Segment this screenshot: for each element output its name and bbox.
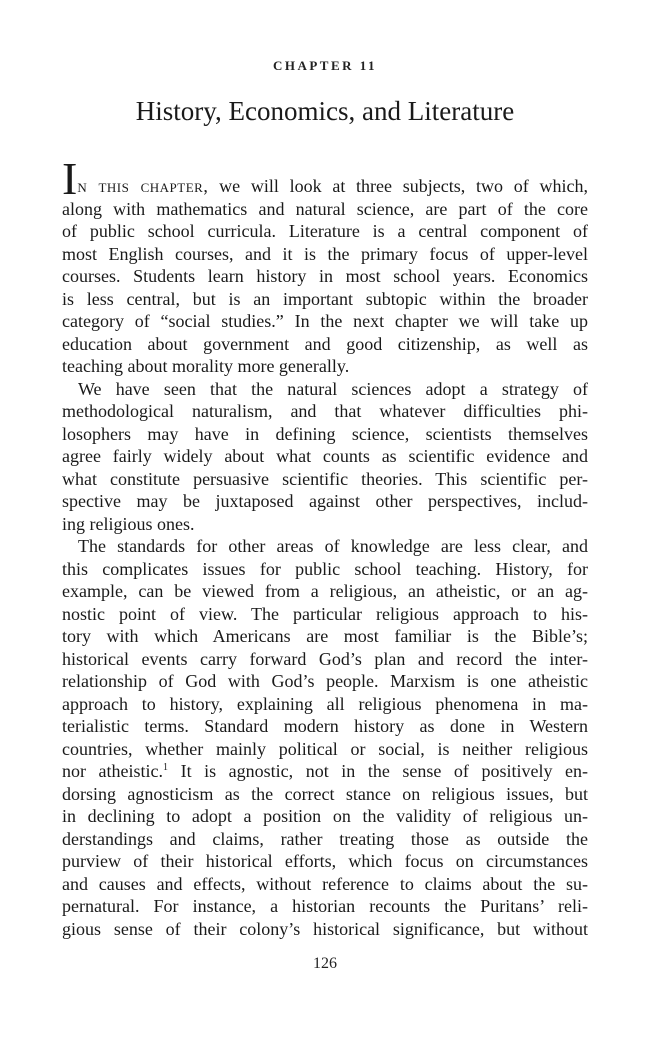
text-line: countries, whether mainly political or social, is neither religious	[62, 738, 588, 759]
text-line: terialistic terms. Standard modern history as done in Western	[62, 716, 588, 736]
chapter-label: CHAPTER 11	[272, 58, 378, 73]
text-line: derstandings and claims, rather treating those as outside the	[62, 828, 588, 849]
text-line: category of “social studies.” In the next chapter we will take up	[62, 311, 588, 331]
text-segment: we will look at three subjects, two of which,	[208, 176, 588, 196]
text-line: what constitute persuasive scientific theories. This scientific per-	[62, 468, 588, 489]
text-line: example, can be viewed from a religious, an atheistic, or an ag-	[62, 581, 588, 601]
text-line: ing religious ones.	[62, 513, 195, 534]
text-line: is less central, but is an important subtopic within the broader	[62, 288, 588, 309]
text-line: and causes and effects, without reference to claims about the su-	[62, 873, 588, 894]
body-text	[62, 153, 588, 940]
text-line: The standards for other areas of knowledge are less clear, and	[78, 536, 588, 556]
text-line: losophers may have in defining science, scientists themselves	[62, 423, 588, 444]
text-line: tory with which Americans are most familiar is the Bible’s;	[62, 626, 588, 646]
text-line	[62, 153, 588, 204]
text-line: methodological naturalism, and that whatever difficulties phi-	[62, 401, 588, 421]
text-line: pernatural. For instance, a historian recounts the Puritans’ reli-	[62, 896, 588, 916]
text-line: teaching about morality more generally.	[62, 356, 350, 376]
text-line: nostic point of view. The particular religious approach to his-	[62, 603, 588, 624]
text-line: approach to history, explaining all religious phenomena in ma-	[62, 693, 588, 714]
text-line: along with mathematics and natural science, are part of the core	[62, 198, 588, 219]
text-line: most English courses, and it is the primary focus of upper-level	[62, 243, 588, 264]
text-line: relationship of God with God’s people. Marxism is one atheistic	[62, 671, 588, 691]
text-line: courses. Students learn history in most school years. Economics	[62, 266, 588, 286]
text-line: in declining to adopt a position on the validity of religious un-	[62, 806, 588, 826]
paragraph-2	[62, 378, 588, 536]
paragraph-3	[62, 535, 588, 940]
footnote-marker[interactable]: 1	[163, 762, 169, 773]
text-segment: nor atheistic.	[62, 761, 164, 781]
small-caps-lead: n this chapter,	[77, 176, 209, 196]
text-line: agree fairly widely about what counts as scientific evidence and	[62, 446, 588, 466]
paragraph-1	[62, 153, 588, 378]
text-line: education about government and good citizenship, as well as	[62, 333, 588, 354]
text-line: purview of their historical efforts, which focus on circumstances	[62, 851, 588, 871]
chapter-title: History, Economics, and Literature	[135, 96, 515, 126]
text-line: of public school curricula. Literature is a central component of	[62, 221, 588, 241]
text-line: spective may be juxtaposed against other perspectives, includ-	[62, 491, 588, 511]
page-number: 126	[313, 955, 337, 972]
text-line	[62, 760, 588, 783]
drop-cap: I	[62, 153, 78, 204]
text-line: gious sense of their colony’s historical significance, but without	[62, 918, 588, 939]
text-line: historical events carry forward God’s plan and record the inter-	[62, 648, 588, 669]
text-line: this complicates issues for public school teaching. History, for	[62, 558, 588, 579]
text-line: We have seen that the natural sciences adopt a strategy of	[78, 378, 588, 399]
text-line: dorsing agnosticism as the correct stance on religious issues, but	[62, 783, 588, 804]
text-segment: It is agnostic, not in the sense of positively en-	[168, 761, 588, 781]
